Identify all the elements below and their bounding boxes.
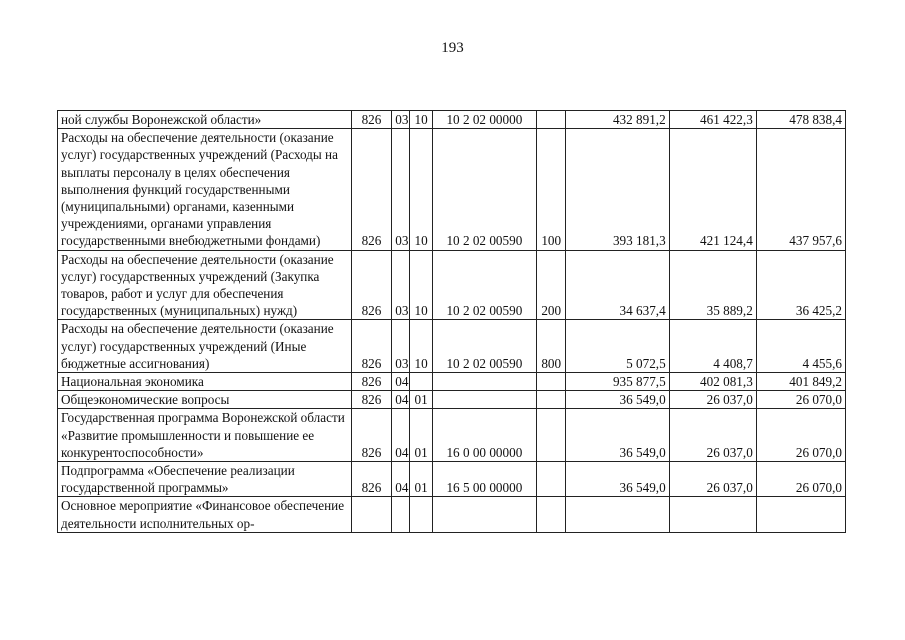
expense-type-code — [537, 391, 566, 409]
table-row — [58, 373, 846, 391]
amount-year-2: 461 422,3 — [669, 111, 756, 129]
target-article-code: 10 2 02 00590 — [432, 129, 536, 250]
grbs-code: 826 — [351, 111, 392, 129]
target-article-code: 16 5 00 00000 — [432, 462, 536, 497]
grbs-code: 826 — [351, 129, 392, 250]
target-article-code: 16 0 00 00000 — [432, 409, 536, 462]
target-article-code — [432, 391, 536, 409]
section-code: 04 — [392, 409, 410, 462]
subsection-code: 10 — [410, 250, 432, 320]
subsection-code — [410, 497, 432, 532]
page-number: 193 — [441, 40, 464, 56]
expense-name: Расходы на обеспечение деятельности (оказание услуг) государственных учреждений (Закупка товаров, работ и услуг для обеспечения государственных (муниципальных) нужд) — [58, 250, 352, 320]
section-code: 04 — [392, 391, 410, 409]
subsection-code — [410, 373, 432, 391]
amount-year-3 — [756, 497, 845, 532]
amount-year-3: 26 070,0 — [756, 409, 845, 462]
subsection-code: 01 — [410, 462, 432, 497]
budget-table — [57, 110, 846, 533]
table-row — [58, 497, 846, 532]
amount-year-1: 935 877,5 — [566, 373, 669, 391]
amount-year-2: 421 124,4 — [669, 129, 756, 250]
subsection-code: 10 — [410, 111, 432, 129]
expense-name: Национальная экономика — [58, 373, 352, 391]
target-article-code — [432, 373, 536, 391]
grbs-code — [351, 497, 392, 532]
grbs-code: 826 — [351, 462, 392, 497]
table-row — [58, 320, 846, 373]
expense-type-code: 100 — [537, 129, 566, 250]
expense-name: Расходы на обеспечение деятельности (оказание услуг) государственных учреждений (Расходы на выплаты персоналу в целях обеспечения выполнения функций государственными (муниципальными) органами, казенными учреждениями, органами управления государственными внебюджетными фондами) — [58, 129, 352, 250]
amount-year-3: 36 425,2 — [756, 250, 845, 320]
amount-year-1: 34 637,4 — [566, 250, 669, 320]
table-row — [58, 462, 846, 497]
target-article-code: 10 2 02 00590 — [432, 320, 536, 373]
expense-type-code — [537, 497, 566, 532]
table-row — [58, 129, 846, 250]
amount-year-1: 432 891,2 — [566, 111, 669, 129]
expense-name: Общеэкономические вопросы — [58, 391, 352, 409]
table-row — [58, 250, 846, 320]
section-code: 04 — [392, 462, 410, 497]
amount-year-2: 4 408,7 — [669, 320, 756, 373]
amount-year-3: 4 455,6 — [756, 320, 845, 373]
amount-year-2: 402 081,3 — [669, 373, 756, 391]
amount-year-2 — [669, 497, 756, 532]
amount-year-3: 437 957,6 — [756, 129, 845, 250]
amount-year-1: 36 549,0 — [566, 391, 669, 409]
amount-year-2: 26 037,0 — [669, 409, 756, 462]
table-row — [58, 409, 846, 462]
grbs-code: 826 — [351, 373, 392, 391]
section-code: 03 — [392, 111, 410, 129]
expense-type-code: 800 — [537, 320, 566, 373]
expense-name: ной службы Воронежской области» — [58, 111, 352, 129]
section-code — [392, 497, 410, 532]
amount-year-1: 36 549,0 — [566, 409, 669, 462]
section-code: 03 — [392, 250, 410, 320]
expense-name: Расходы на обеспечение деятельности (оказание услуг) государственных учреждений (Иные бюджетные ассигнования) — [58, 320, 352, 373]
target-article-code: 10 2 02 00590 — [432, 250, 536, 320]
grbs-code: 826 — [351, 250, 392, 320]
subsection-code: 01 — [410, 391, 432, 409]
amount-year-2: 26 037,0 — [669, 462, 756, 497]
section-code: 03 — [392, 129, 410, 250]
amount-year-3: 478 838,4 — [756, 111, 845, 129]
amount-year-1 — [566, 497, 669, 532]
expense-type-code — [537, 409, 566, 462]
table-row — [58, 391, 846, 409]
grbs-code: 826 — [351, 391, 392, 409]
amount-year-3: 26 070,0 — [756, 391, 845, 409]
subsection-code: 10 — [410, 129, 432, 250]
expense-type-code: 200 — [537, 250, 566, 320]
expense-name: Государственная программа Воронежской области «Развитие промышленности и повышение ее конкурентоспособности» — [58, 409, 352, 462]
amount-year-2: 26 037,0 — [669, 391, 756, 409]
amount-year-2: 35 889,2 — [669, 250, 756, 320]
table-row — [58, 111, 846, 129]
expense-type-code — [537, 373, 566, 391]
target-article-code — [432, 497, 536, 532]
expense-type-code — [537, 111, 566, 129]
section-code: 04 — [392, 373, 410, 391]
amount-year-3: 26 070,0 — [756, 462, 845, 497]
amount-year-1: 36 549,0 — [566, 462, 669, 497]
amount-year-1: 5 072,5 — [566, 320, 669, 373]
expense-type-code — [537, 462, 566, 497]
expense-name: Подпрограмма «Обеспечение реализации государственной программы» — [58, 462, 352, 497]
grbs-code: 826 — [351, 409, 392, 462]
section-code: 03 — [392, 320, 410, 373]
amount-year-3: 401 849,2 — [756, 373, 845, 391]
expense-name: Основное мероприятие «Финансовое обеспечение деятельности исполнительных ор- — [58, 497, 352, 532]
amount-year-1: 393 181,3 — [566, 129, 669, 250]
target-article-code: 10 2 02 00000 — [432, 111, 536, 129]
subsection-code: 10 — [410, 320, 432, 373]
subsection-code: 01 — [410, 409, 432, 462]
grbs-code: 826 — [351, 320, 392, 373]
